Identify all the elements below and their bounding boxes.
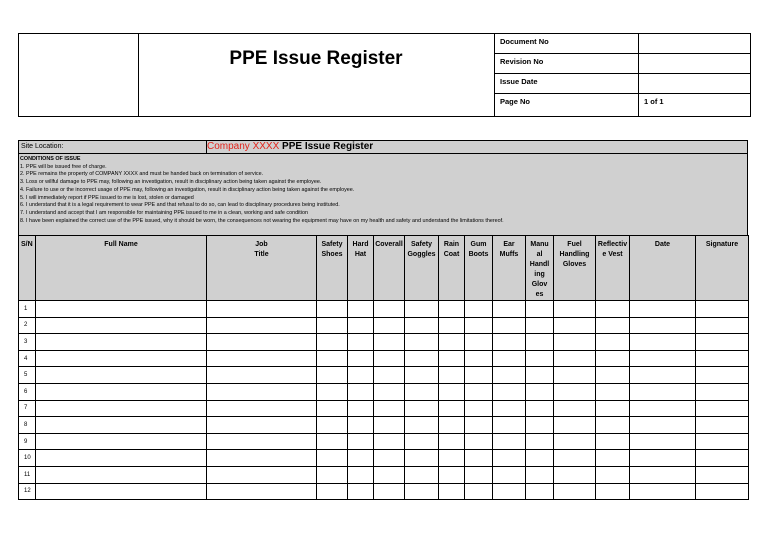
condition-item: 5. I will immediately report if PPE issued to me is lost, stolen or damaged [20,194,194,201]
table-cell[interactable] [207,417,317,434]
table-cell[interactable] [465,317,493,334]
table-cell[interactable] [465,466,493,483]
table-row [19,317,749,334]
table-cell[interactable] [696,350,749,367]
column-header [405,236,439,301]
column-header-line: ing [534,271,545,278]
table-cell[interactable] [526,450,554,467]
table-cell[interactable] [596,400,630,417]
title-cell [138,34,495,116]
table-cell[interactable] [596,383,630,400]
table-cell[interactable] [630,317,696,334]
table-cell[interactable] [596,417,630,434]
table-cell[interactable] [348,417,374,434]
table-cell[interactable] [526,383,554,400]
page-title: PPE Issue Register [229,48,403,69]
table-cell[interactable] [405,367,439,384]
meta-row-revision-no [495,54,750,74]
table-cell[interactable] [405,433,439,450]
table-cell[interactable] [696,417,749,434]
column-header-line: Rain [443,241,460,248]
table-row [19,301,749,318]
table-cell[interactable] [696,383,749,400]
table-header-row [19,236,749,301]
table-cell[interactable] [465,383,493,400]
column-header [596,236,630,301]
table-cell[interactable] [439,383,465,400]
table-cell[interactable] [596,483,630,500]
table-cell[interactable] [405,301,439,318]
table-cell[interactable] [630,334,696,351]
table-cell[interactable] [526,334,554,351]
table-cell[interactable] [405,334,439,351]
row-number: 9 [19,433,36,450]
table-cell[interactable] [696,334,749,351]
table-cell[interactable] [439,417,465,434]
table-cell[interactable] [596,301,630,318]
table-cell[interactable] [207,350,317,367]
table-cell[interactable] [348,400,374,417]
column-header-line: Safety [321,241,343,248]
table-cell[interactable] [696,301,749,318]
table-cell[interactable] [405,383,439,400]
table-cell[interactable] [596,350,630,367]
column-header-line: Gloves [562,261,587,268]
logo-placeholder [19,34,139,116]
column-header-line: Boots [468,251,489,258]
table-cell[interactable] [554,367,596,384]
table-cell[interactable] [439,433,465,450]
column-header-line: Ear [503,241,515,248]
table-cell[interactable] [405,466,439,483]
table-cell[interactable] [526,483,554,500]
table-cell[interactable] [630,483,696,500]
table-cell[interactable] [348,334,374,351]
table-body [19,301,749,500]
table-cell[interactable] [348,317,374,334]
table-cell[interactable] [374,350,405,367]
condition-item: 1. PPE will be issued free of charge. [20,163,107,170]
row-number: 7 [19,400,36,417]
document-header [18,33,751,117]
table-cell[interactable] [630,433,696,450]
table-cell[interactable] [439,301,465,318]
table-cell[interactable] [207,450,317,467]
table-cell[interactable] [317,350,348,367]
column-header [317,236,348,301]
table-row [19,367,749,384]
meta-row-page-no [495,94,750,116]
table-cell[interactable] [348,367,374,384]
column-header-line: Job [255,241,268,248]
table-cell[interactable] [317,334,348,351]
table-cell[interactable] [36,450,207,467]
meta-label: Page No [495,94,639,116]
row-number: 4 [19,350,36,367]
table-cell[interactable] [317,317,348,334]
table-cell[interactable] [465,334,493,351]
company-name: Company XXXX [207,141,280,152]
column-header-line: Signature [705,241,739,248]
table-cell[interactable] [439,466,465,483]
column-header-line: Muffs [499,251,519,258]
conditions-title: CONDITIONS OF ISSUE [20,156,81,162]
column-header [36,236,207,301]
row-number: 1 [19,301,36,318]
table-cell[interactable] [696,317,749,334]
table-cell[interactable] [317,466,348,483]
table-cell[interactable] [465,417,493,434]
column-header [348,236,374,301]
table-cell[interactable] [36,367,207,384]
table-cell[interactable] [207,334,317,351]
row-number: 10 [19,450,36,467]
company-register-title [207,141,373,152]
table-cell[interactable] [439,483,465,500]
column-header-line: es [535,291,544,298]
meta-label: Issue Date [495,74,639,94]
table-cell[interactable] [317,417,348,434]
table-cell[interactable] [465,367,493,384]
table-row [19,400,749,417]
meta-row-document-no [495,34,750,54]
table-cell[interactable] [317,383,348,400]
table-cell[interactable] [207,367,317,384]
condition-item: 8. I have been explained the correct use of the PPE issued, why it should be worn, the consequences not wearing the equipment may have on my health and safety and understand the limitations thereof. [20,217,504,224]
table-cell[interactable] [405,400,439,417]
condition-item: 7. I understand and accept that I am responsible for maintaining PPE issued to me in a clean, working and safe condition [20,209,308,216]
table-cell[interactable] [493,301,526,318]
row-number: 11 [19,466,36,483]
table-cell[interactable] [526,317,554,334]
table-cell[interactable] [465,400,493,417]
condition-item: 6. I understand that it is a legal requirement to wear PPE and that refusal to do so, can lead to disciplinary procedures being instituted. [20,202,340,209]
table-cell[interactable] [207,483,317,500]
table-cell[interactable] [317,400,348,417]
column-header-line: Goggles [407,251,436,258]
row-number: 8 [19,417,36,434]
table-cell[interactable] [348,450,374,467]
table-cell[interactable] [493,334,526,351]
table-cell[interactable] [374,466,405,483]
table-cell[interactable] [526,466,554,483]
table-cell[interactable] [374,433,405,450]
table-cell[interactable] [696,367,749,384]
ppe-register-table [18,235,749,500]
table-cell[interactable] [317,301,348,318]
condition-item: 2. PPE remains the property of COMPANY XXXX and must be handed back on termination of service. [20,171,264,178]
table-cell[interactable] [317,450,348,467]
table-cell[interactable] [36,350,207,367]
table-cell[interactable] [630,417,696,434]
column-header-line: Title [254,251,269,258]
column-header-line: Glov [531,281,548,288]
column-header-line: S/N [21,241,33,248]
table-cell[interactable] [554,383,596,400]
column-header-line: Manu [530,241,549,248]
table-cell[interactable] [348,466,374,483]
table-cell[interactable] [696,483,749,500]
table-cell[interactable] [317,483,348,500]
column-header-line: Handling [559,251,590,258]
condition-item: 3. Loss or willful damage to PPE may, following an investigation, result in disciplinary action being taken against the employee. [20,179,322,186]
table-cell[interactable] [36,466,207,483]
table-cell[interactable] [348,433,374,450]
table-cell[interactable] [596,317,630,334]
table-cell[interactable] [493,417,526,434]
table-cell[interactable] [36,317,207,334]
site-location-label: Site Location: [21,143,64,150]
table-cell[interactable] [465,350,493,367]
table-cell[interactable] [207,466,317,483]
table-cell[interactable] [696,433,749,450]
table-cell[interactable] [596,334,630,351]
table-row [19,383,749,400]
table-cell[interactable] [439,400,465,417]
row-number: 3 [19,334,36,351]
table-cell[interactable] [405,483,439,500]
table-cell[interactable] [348,350,374,367]
column-header-line: Hat [354,251,367,258]
table-cell[interactable] [696,466,749,483]
table-cell[interactable] [493,383,526,400]
row-number: 12 [19,483,36,500]
column-header-line: Coat [443,251,460,258]
table-cell[interactable] [374,317,405,334]
table-cell[interactable] [374,301,405,318]
column-header [696,236,749,301]
column-header-line: Handl [529,261,550,268]
table-cell[interactable] [439,350,465,367]
table-cell[interactable] [348,301,374,318]
condition-item: 4. Failure to use or the incorrect usage of PPE may, following an investigation, result in disciplinary action being taken against the employee. [20,186,355,193]
table-cell[interactable] [317,433,348,450]
table-cell[interactable] [439,450,465,467]
column-header-line: Fuel [567,241,582,248]
table-cell[interactable] [348,483,374,500]
site-location-bar [18,140,748,154]
table-row [19,334,749,351]
column-header-line: e Vest [602,251,623,258]
table-cell[interactable] [405,450,439,467]
table-cell[interactable] [36,383,207,400]
column-header-line: Date [654,241,671,248]
row-number: 5 [19,367,36,384]
table-cell[interactable] [596,450,630,467]
meta-value: 1 of 1 [644,97,664,106]
column-header-line: Gum [470,241,487,248]
table-cell[interactable] [374,383,405,400]
table-cell[interactable] [493,433,526,450]
table-cell[interactable] [439,367,465,384]
table-cell[interactable] [630,400,696,417]
table-cell[interactable] [493,483,526,500]
column-header-line: Coverall [375,241,403,248]
table-cell[interactable] [465,433,493,450]
table-cell[interactable] [526,367,554,384]
table-cell[interactable] [493,400,526,417]
column-header-line: Reflectiv [597,241,628,248]
table-cell[interactable] [207,301,317,318]
table-cell[interactable] [465,450,493,467]
table-cell[interactable] [36,483,207,500]
column-header-line: Full Name [104,241,138,248]
table-cell[interactable] [374,334,405,351]
table-cell[interactable] [526,350,554,367]
table-cell[interactable] [465,301,493,318]
table-cell[interactable] [465,483,493,500]
table-row [19,483,749,500]
table-cell[interactable] [493,466,526,483]
table-cell[interactable] [596,433,630,450]
table-cell[interactable] [405,317,439,334]
column-header [439,236,465,301]
table-row [19,466,749,483]
table-cell[interactable] [554,466,596,483]
table-cell[interactable] [696,450,749,467]
table-cell[interactable] [526,400,554,417]
table-cell[interactable] [374,483,405,500]
column-header [19,236,36,301]
column-header-line: Shoes [321,251,343,258]
meta-row-issue-date [495,74,750,94]
table-cell[interactable] [630,466,696,483]
column-header-line: Safety [410,241,432,248]
table-cell[interactable] [207,433,317,450]
table-cell[interactable] [493,450,526,467]
table-cell[interactable] [630,383,696,400]
meta-label: Document No [495,34,639,54]
column-header [207,236,317,301]
meta-label: Revision No [495,54,639,74]
table-cell[interactable] [554,417,596,434]
table-cell[interactable] [405,350,439,367]
table-cell[interactable] [36,417,207,434]
row-number: 2 [19,317,36,334]
column-header [630,236,696,301]
table-cell[interactable] [493,350,526,367]
column-header [493,236,526,301]
column-header [526,236,554,301]
table-cell[interactable] [439,334,465,351]
table-cell[interactable] [374,400,405,417]
table-cell[interactable] [630,350,696,367]
table-cell[interactable] [374,450,405,467]
column-header-line: al [536,251,543,258]
table-cell[interactable] [207,383,317,400]
table-cell[interactable] [207,317,317,334]
table-cell[interactable] [696,400,749,417]
table-cell[interactable] [554,350,596,367]
table-cell[interactable] [630,301,696,318]
table-cell[interactable] [554,433,596,450]
column-header [554,236,596,301]
register-subtitle: PPE Issue Register [279,141,374,152]
column-header-line: Hard [352,241,369,248]
column-header [465,236,493,301]
table-cell[interactable] [596,466,630,483]
table-cell[interactable] [439,317,465,334]
table-cell[interactable] [526,417,554,434]
table-cell[interactable] [554,334,596,351]
table-cell[interactable] [493,367,526,384]
table-cell[interactable] [348,383,374,400]
table-cell[interactable] [405,417,439,434]
table-cell[interactable] [36,301,207,318]
table-cell[interactable] [493,317,526,334]
table-cell[interactable] [630,450,696,467]
table-cell[interactable] [554,450,596,467]
conditions-of-issue [18,154,748,235]
table-cell[interactable] [554,400,596,417]
table-cell[interactable] [596,367,630,384]
table-cell[interactable] [554,317,596,334]
table-row [19,350,749,367]
table-row [19,417,749,434]
row-number: 6 [19,383,36,400]
table-cell[interactable] [374,367,405,384]
table-cell[interactable] [317,367,348,384]
column-header [374,236,405,301]
table-cell[interactable] [36,334,207,351]
table-cell[interactable] [36,433,207,450]
table-cell[interactable] [374,417,405,434]
table-cell[interactable] [630,367,696,384]
table-row [19,433,749,450]
table-cell[interactable] [526,433,554,450]
table-cell[interactable] [554,301,596,318]
table-row [19,450,749,467]
table-cell[interactable] [526,301,554,318]
table-cell[interactable] [207,400,317,417]
table-cell[interactable] [554,483,596,500]
table-cell[interactable] [36,400,207,417]
